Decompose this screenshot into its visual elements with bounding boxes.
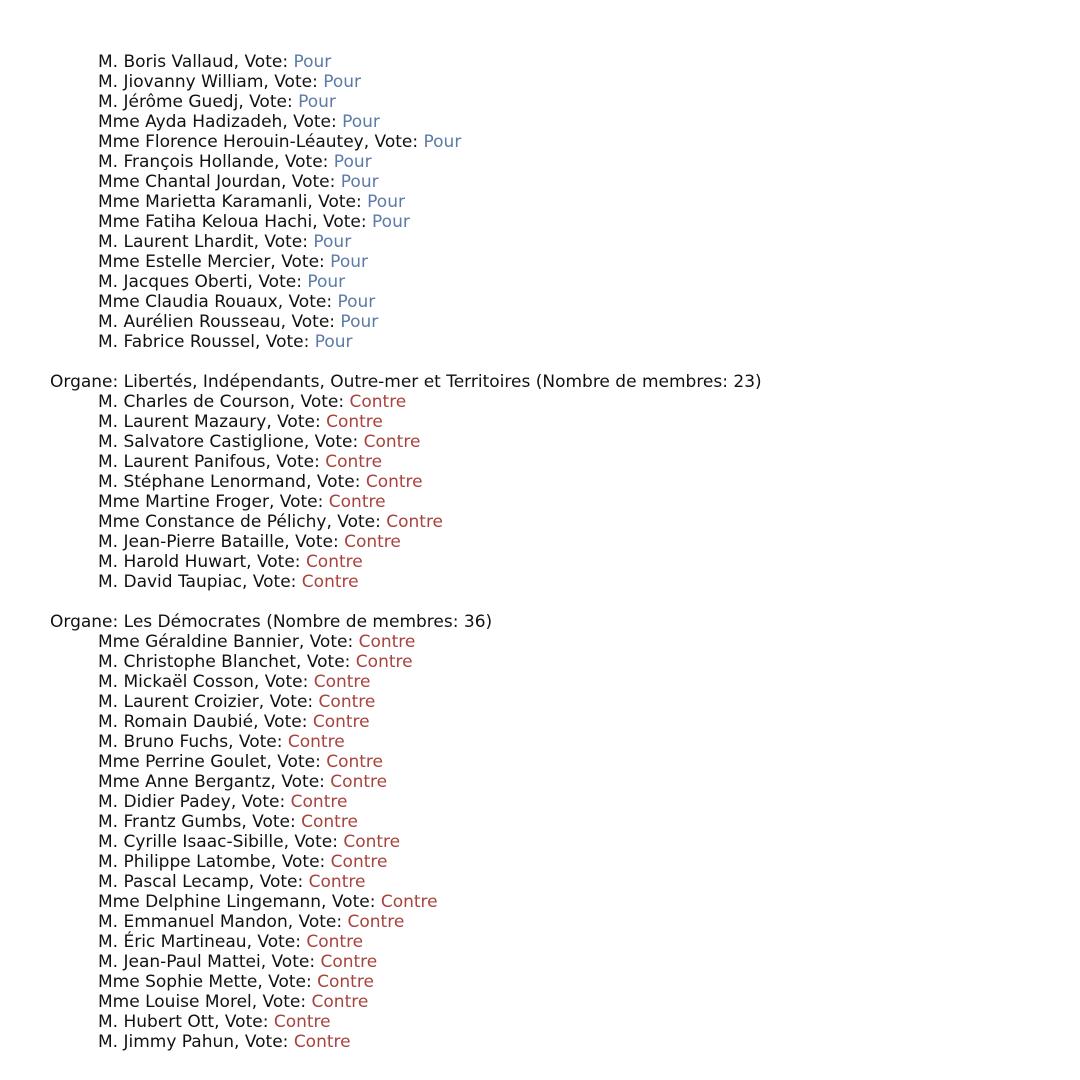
vote-value: Pour [323,72,362,92]
vote-separator: , Vote: [238,92,299,112]
vote-value: Contre [317,972,374,992]
vote-value: Contre [363,432,421,452]
vote-value: Pour [298,92,336,112]
vote-separator: , Vote: [321,892,381,912]
vote-value: Pour [342,112,380,132]
vote-separator: , Vote: [263,72,324,92]
vote-value: Pour [313,232,352,252]
vote-separator: , Vote: [298,632,359,652]
member-vote-row [50,792,1080,812]
member-vote-row [50,512,1080,532]
member-vote-row [50,412,1080,432]
vote-value: Contre [305,552,363,572]
vote-value: Contre [326,752,384,772]
member-vote-row [50,332,1080,352]
vote-value: Contre [301,812,358,832]
members-suffix: ) [755,372,762,392]
member-vote-row [50,432,1080,452]
member-name: M. Fabrice Roussel [98,332,255,352]
member-vote-row [50,92,1080,112]
member-name: M. Philippe Latombe [98,852,271,872]
vote-value: Contre [328,492,386,512]
member-name: M. Harold Huwart [98,552,247,572]
member-vote-row [50,392,1080,412]
member-vote-row [50,212,1080,232]
vote-value: Contre [301,572,359,592]
member-name: Mme Fatiha Keloua Hachi [98,212,313,232]
member-name: Mme Sophie Mette [98,972,258,992]
member-name: Mme Louise Morel [98,992,252,1012]
member-name: M. Hubert Ott [98,1012,215,1032]
member-vote-row [50,692,1080,712]
member-count: 23 [733,372,756,392]
member-vote-row [50,972,1080,992]
vote-value: Pour [340,312,379,332]
vote-separator: , Vote: [214,1012,274,1032]
members-prefix: (Nombre de membres: [530,372,734,392]
vote-separator: , Vote: [277,292,338,312]
member-vote-row [50,52,1080,72]
vote-value: Contre [365,472,423,492]
vote-value: Contre [330,772,388,792]
member-vote-row [50,912,1080,932]
member-vote-row [50,1012,1080,1032]
vote-separator: , Vote: [246,932,307,952]
vote-separator: , Vote: [326,512,387,532]
member-name: M. François Hollande [98,152,275,172]
member-name: M. Cyrille Isaac-Sibille [98,832,284,852]
vote-separator: , Vote: [282,112,343,132]
vote-separator: , Vote: [253,712,313,732]
vote-value: Contre [313,672,371,692]
vote-separator: , Vote: [363,132,424,152]
member-name: M. Jean-Paul Mattei [98,952,261,972]
organe-prefix: Organe: [50,372,124,392]
vote-separator: , Vote: [307,192,368,212]
organe-name: Les Démocrates [123,612,261,632]
vote-separator: , Vote: [270,252,331,272]
member-vote-row [50,772,1080,792]
member-name: M. Charles de Courson [98,392,290,412]
vote-separator: , Vote: [284,532,345,552]
vote-value: Contre [325,452,383,472]
vote-value: Pour [293,52,332,72]
vote-separator: , Vote: [241,812,302,832]
vote-document [50,52,1080,1052]
member-vote-row [50,852,1080,872]
member-vote-row [50,452,1080,472]
member-name: M. Jiovanny William [98,72,264,92]
member-name: Mme Florence Herouin-Léautey [98,132,364,152]
vote-separator: , Vote: [230,792,291,812]
member-count: 36 [463,612,486,632]
member-vote-row [50,752,1080,772]
member-vote-row [50,872,1080,892]
member-vote-row [50,812,1080,832]
member-vote-row [50,272,1080,292]
vote-value: Contre [290,792,348,812]
member-vote-row [50,652,1080,672]
organe-heading [50,612,1080,632]
member-vote-row [50,672,1080,692]
vote-value: Pour [330,252,368,272]
member-vote-row [50,632,1080,652]
organe-group [50,612,1080,1052]
members-suffix: ) [485,612,493,632]
member-name: Mme Claudia Rouaux [98,292,278,312]
vote-value: Pour [367,192,405,212]
organe-group [50,372,1080,592]
member-vote-row [50,252,1080,272]
vote-separator: , Vote: [269,492,329,512]
vote-value: Contre [380,892,438,912]
vote-value: Contre [320,952,378,972]
member-name: M. Boris Vallaud [98,52,234,72]
vote-separator: , Vote: [246,552,306,572]
vote-separator: , Vote: [270,852,331,872]
member-vote-row [50,832,1080,852]
organe-name: Libertés, Indépendants, Outre-mer et Territoires [123,372,531,392]
member-vote-row [50,72,1080,92]
member-name: M. Pascal Lecamp [98,872,249,892]
vote-separator: , Vote: [312,212,373,232]
member-vote-row [50,572,1080,592]
member-name: Mme Delphine Lingemann [98,892,322,912]
vote-value: Pour [307,272,346,292]
member-vote-row [50,532,1080,552]
member-vote-row [50,992,1080,1012]
member-name: M. Mickaël Cosson [98,672,254,692]
vote-value: Pour [333,152,372,172]
member-name: M. Jacques Oberti [98,272,248,292]
member-name: Mme Constance de Pélichy [98,512,327,532]
vote-separator: , Vote: [233,52,294,72]
vote-separator: , Vote: [280,312,341,332]
member-vote-row [50,892,1080,912]
vote-value: Contre [355,652,413,672]
vote-value: Contre [349,392,407,412]
member-name: Mme Marietta Karamanli [98,192,308,212]
vote-value: Pour [372,212,410,232]
member-name: M. Stéphane Lenormand [98,472,307,492]
member-vote-row [50,932,1080,952]
member-name: M. Didier Padey [98,792,231,812]
vote-separator: , Vote: [251,992,312,1012]
vote-value: Contre [273,1012,331,1032]
vote-value: Contre [312,712,370,732]
vote-separator: , Vote: [283,832,344,852]
member-name: M. Aurélien Rousseau [98,312,281,332]
vote-value: Pour [337,292,376,312]
vote-separator: , Vote: [254,332,315,352]
vote-value: Contre [311,992,369,1012]
vote-separator: , Vote: [303,432,364,452]
vote-separator: , Vote: [257,972,318,992]
organe-prefix: Organe: [50,612,124,632]
organe-heading [50,372,1080,392]
vote-separator: , Vote: [248,872,309,892]
vote-value: Contre [287,732,345,752]
member-name: M. Laurent Panifous [98,452,266,472]
member-name: Mme Ayda Hadizadeh [98,112,283,132]
vote-separator: , Vote: [274,152,334,172]
member-name: M. Romain Daubié [98,712,254,732]
vote-value: Contre [318,692,376,712]
member-vote-row [50,292,1080,312]
vote-separator: , Vote: [296,652,356,672]
vote-separator: , Vote: [228,732,288,752]
organe-group [50,52,1080,352]
vote-value: Pour [340,172,379,192]
member-vote-row [50,112,1080,132]
member-name: M. Salvatore Castiglione [98,432,304,452]
vote-separator: , Vote: [289,392,350,412]
vote-separator: , Vote: [266,412,327,432]
member-vote-row [50,192,1080,212]
member-name: M. Christophe Blanchet [98,652,297,672]
member-vote-row [50,172,1080,192]
member-name: M. Jean-Pierre Bataille [98,532,285,552]
vote-value: Contre [330,852,388,872]
vote-separator: , Vote: [253,232,314,252]
vote-value: Contre [347,912,405,932]
vote-value: Contre [326,412,383,432]
member-name: Mme Estelle Mercier [98,252,271,272]
member-vote-row [50,712,1080,732]
vote-separator: , Vote: [306,472,366,492]
vote-value: Contre [308,872,366,892]
vote-value: Contre [293,1032,351,1052]
member-vote-row [50,312,1080,332]
member-vote-row [50,232,1080,252]
vote-value: Contre [358,632,416,652]
member-vote-row [50,732,1080,752]
member-name: M. Bruno Fuchs [98,732,229,752]
member-name: M. Laurent Mazaury [98,412,267,432]
vote-separator: , Vote: [265,452,326,472]
vote-value: Pour [423,132,462,152]
member-vote-row [50,472,1080,492]
member-name: M. Frantz Gumbs [98,812,242,832]
vote-separator: , Vote: [266,752,327,772]
vote-value: Contre [306,932,364,952]
member-name: M. Éric Martineau [98,932,247,952]
vote-separator: , Vote: [281,172,341,192]
member-name: M. Jimmy Pahun [98,1032,235,1052]
member-name: Mme Perrine Goulet [98,752,267,772]
vote-separator: , Vote: [270,772,331,792]
member-name: Mme Martine Froger [98,492,269,512]
vote-value: Pour [314,332,353,352]
member-vote-row [50,492,1080,512]
member-name: M. Laurent Lhardit [98,232,254,252]
member-name: M. Laurent Croizier [98,692,259,712]
member-vote-row [50,132,1080,152]
member-name: M. Emmanuel Mandon [98,912,288,932]
member-vote-row [50,552,1080,572]
member-name: M. David Taupiac [98,572,243,592]
vote-separator: , Vote: [258,692,319,712]
member-name: Mme Géraldine Bannier [98,632,299,652]
member-name: Mme Anne Bergantz [98,772,271,792]
member-name: M. Jérôme Guedj [98,92,239,112]
member-vote-row [50,952,1080,972]
vote-value: Contre [386,512,444,532]
member-vote-row [50,1032,1080,1052]
vote-separator: , Vote: [287,912,348,932]
members-prefix: (Nombre de membres: [260,612,464,632]
vote-separator: , Vote: [253,672,314,692]
member-name: Mme Chantal Jourdan [98,172,281,192]
member-vote-row [50,152,1080,172]
vote-separator: , Vote: [260,952,321,972]
vote-value: Contre [344,532,401,552]
vote-value: Contre [343,832,401,852]
vote-separator: , Vote: [247,272,308,292]
vote-separator: , Vote: [242,572,302,592]
vote-separator: , Vote: [234,1032,294,1052]
